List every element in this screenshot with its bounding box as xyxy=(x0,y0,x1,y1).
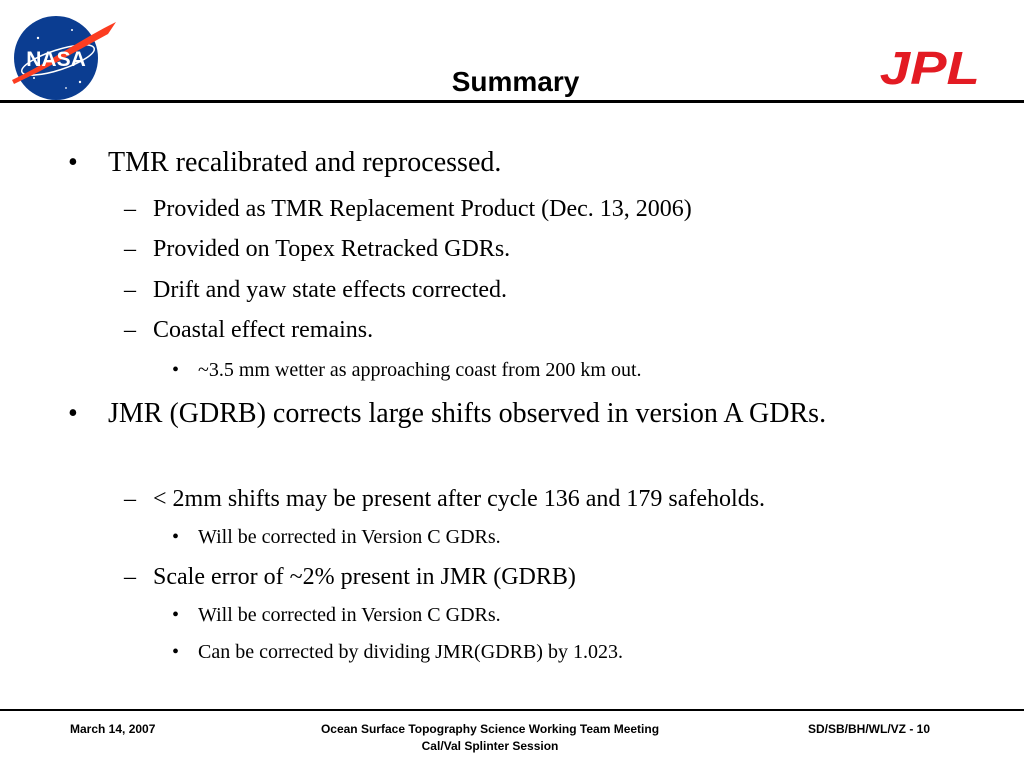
footer-date: March 14, 2007 xyxy=(70,722,156,736)
bullet-text: Will be corrected in Version C GDRs. xyxy=(198,604,501,626)
page-title: Summary xyxy=(451,66,580,97)
bullet-text: TMR recalibrated and reprocessed. xyxy=(108,147,502,178)
bullet-text: < 2mm shifts may be present after cycle 136 and 179 safeholds. xyxy=(153,486,766,512)
bullet-marker: • xyxy=(172,359,180,381)
jpl-logo-text: JPL xyxy=(879,41,980,90)
nasa-logo-text: NASA xyxy=(26,48,86,71)
bullet-text: Drift and yaw state effects corrected. xyxy=(153,277,508,303)
bullet-text: ~3.5 mm wetter as approaching coast from 200 km out. xyxy=(198,359,642,381)
bullet-text: Will be corrected in Version C GDRs. xyxy=(198,526,501,548)
bullet-text: JMR (GDRB) corrects large shifts observed in version A GDRs. xyxy=(108,398,827,429)
dash-marker: – xyxy=(124,317,136,343)
dash-marker: – xyxy=(124,564,136,590)
footer-meeting xyxy=(270,721,710,755)
bullet-text: Can be corrected by dividing JMR(GDRB) by 1.023. xyxy=(198,641,623,663)
bullet-text: Coastal effect remains. xyxy=(153,317,374,343)
bullet-text: Scale error of ~2% present in JMR (GDRB) xyxy=(153,564,576,590)
bullet-marker: • xyxy=(172,641,180,663)
footer-rule xyxy=(0,709,1024,711)
dash-marker: – xyxy=(124,196,136,222)
dash-marker: – xyxy=(124,277,136,303)
bullet-text: Provided on Topex Retracked GDRs. xyxy=(153,236,511,262)
bullet-text: Provided as TMR Replacement Product (Dec. 13, 2006) xyxy=(153,196,692,222)
bullet-marker: • xyxy=(172,526,180,548)
bullet-item xyxy=(68,394,888,434)
header-rule xyxy=(0,100,1024,103)
bullet-marker: • xyxy=(68,398,78,429)
footer-page-id: SD/SB/BH/WL/VZ - 10 xyxy=(808,722,931,736)
bullet-marker: • xyxy=(172,604,180,626)
dash-marker: – xyxy=(124,486,136,512)
bullet-marker: • xyxy=(68,147,78,178)
footer-meeting-line2: Cal/Val Splinter Session xyxy=(421,739,559,753)
jpl-logo xyxy=(850,40,1010,90)
dash-marker: – xyxy=(124,236,136,262)
footer-meeting-line1: Ocean Surface Topography Science Working Team Meeting xyxy=(320,722,660,736)
